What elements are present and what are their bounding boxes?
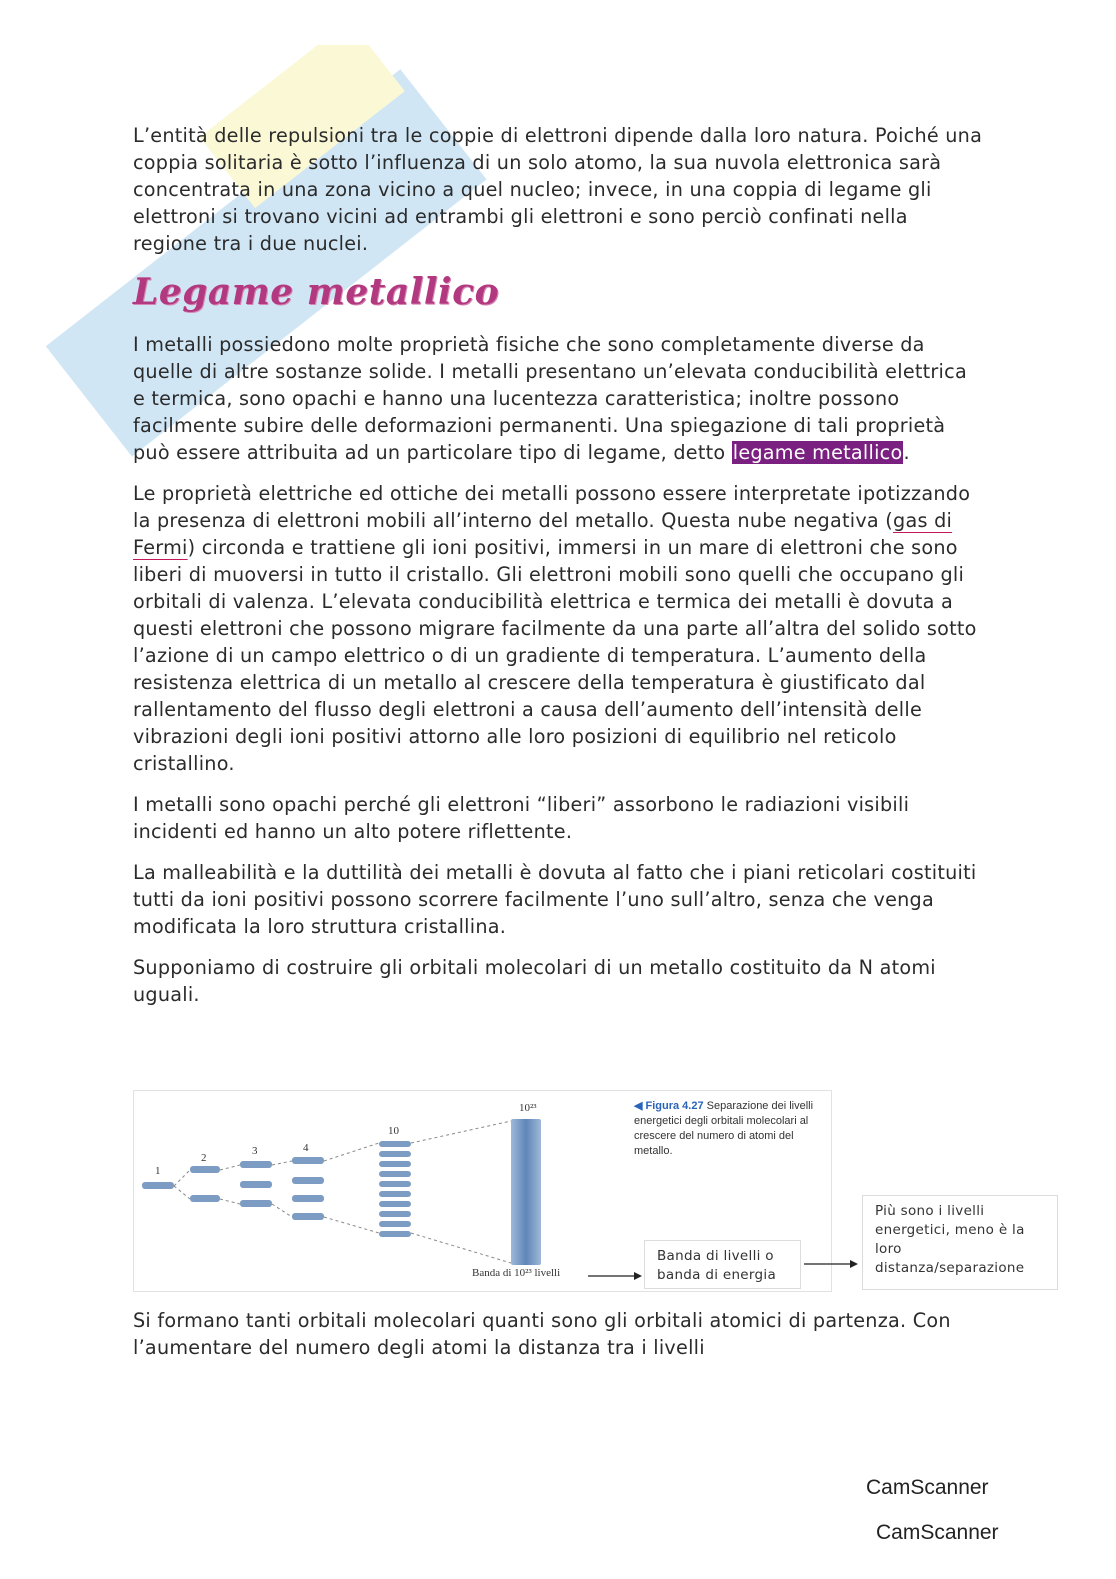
level-10-bars [379,1141,411,1237]
level-label: 1 [155,1165,161,1177]
arrow-icon [850,1260,858,1268]
level-label: 10 [388,1125,399,1137]
level-label: 10²³ [519,1102,537,1114]
energy-band [511,1119,541,1265]
level-label: 3 [252,1145,258,1157]
paragraph-end: . [903,441,910,464]
note-arrow [804,1258,860,1270]
paragraph-text: I metalli possiedono molte proprietà fisiche che sono completamente diverse da quelle di altre sostanze solide. I metalli presentano un’elevata conducibilità elettrica e termica, sono opachi e hanno una lucentezza caratteristica; inoltre possono facilmente subire delle deformazioni permanenti. Una spiegazione di tali proprietà può essere attribuita ad un particolare tipo di legame, detto [133,333,967,464]
level-bar [292,1177,324,1184]
figure-ref: ◀ Figura 4.27 [634,1100,704,1112]
level-bar [190,1166,220,1173]
level-label: 4 [303,1142,309,1154]
note-distance: Più sono i livelli energetici, meno è la loro distanza/separazione [862,1195,1058,1290]
level-bar [190,1195,220,1202]
scanner-watermark: CamScanner [866,1476,989,1499]
figure-caption [634,1099,829,1159]
paragraph-orbitals-count: Si formano tanti orbitali molecolari quanti sono gli orbitali atomici di partenza. Con l’aumentare del numero degli atomi la distanza tra i livelli [133,1309,951,1359]
section-heading: Legame metallico [133,271,500,313]
figure-caption-text: Separazione dei livelli energetici degli orbitali molecolari al crescere del numero di atomi del metallo. [634,1100,814,1157]
band-label: Banda di 10²³ livelli [472,1267,561,1279]
level-bar [240,1200,272,1207]
intro-paragraph: L’entità delle repulsioni tra le coppie di elettroni dipende dalla loro natura. Poiché una coppia solitaria è sotto l’influenza di un solo atomo, la sua nuvola elettronica sarà concentrata in una zona vicino a quel nucleo; invece, in una coppia di legame gli elettroni si trovano vicini ad entrambi gli elettroni e sono perciò confinati nella regione tra i due nuclei. [133,124,983,255]
underlined-term: gas di Fermi [133,509,953,559]
connector-lines [174,1121,511,1263]
level-bar [292,1195,324,1202]
scanner-watermark: CamScanner [876,1521,999,1544]
paragraph-malleability: La malleabilità e la duttilità dei metalli è dovuta al fatto che i piani reticolari costituiti tutti da ioni positivi possono scorrere facilmente l’uno sull’altro, senza che venga modificata la loro struttura cristallina. [133,861,977,938]
paragraph-opacity: I metalli sono opachi perché gli elettroni “liberi” assorbono le radiazioni visibili incidenti ed hanno un alto potere riflettente. [133,793,910,843]
paragraph-molecular-orbitals: Supponiamo di costruire gli orbitali molecolari di un metallo costituito da N atomi uguali. [133,956,936,1006]
paragraph-text-before: Le proprietà elettriche ed ottiche dei metalli possono essere interpretate ipotizzando la presenza di elettroni mobili all’interno del metallo. Questa nube negativa ( [133,482,971,532]
paragraph-metal-properties [133,331,983,466]
paragraph-electron-sea [133,480,983,777]
trailing-paragraph-block [133,1307,983,1375]
level-label: 2 [201,1152,207,1164]
highlighted-term: legame metallico [732,441,903,464]
page-content [133,122,983,1022]
level-bar [240,1181,272,1188]
note-band: Banda di livelli o banda di energia [644,1240,801,1289]
level-bar [142,1182,174,1189]
level-bar [292,1157,324,1164]
level-bar [240,1161,272,1168]
arrow-icon [634,1272,642,1280]
paragraph-text-after: ) circonda e trattiene gli ioni positivi, immersi in un mare di elettroni che sono liberi di muoversi in tutto il cristallo. Gli elettroni mobili sono quelli che occupano gli orbitali di valenza. L’elevata conducibilità elettrica e termica dei metalli è dovuta a questi elettroni che possono migrare facilmente da una parte all’altra del solido sotto l’azione di un campo elettrico o di un gradiente di temperatura. L’aumento della resistenza elettrica di un metallo al crescere della temperatura è giustificato dal rallentamento del flusso degli elettroni a causa dell’aumento dell’intensità delle vibrazioni degli ioni positivi attorno alle loro posizioni di equilibrio nel reticolo cristallino. [133,536,977,775]
level-bar [292,1213,324,1220]
